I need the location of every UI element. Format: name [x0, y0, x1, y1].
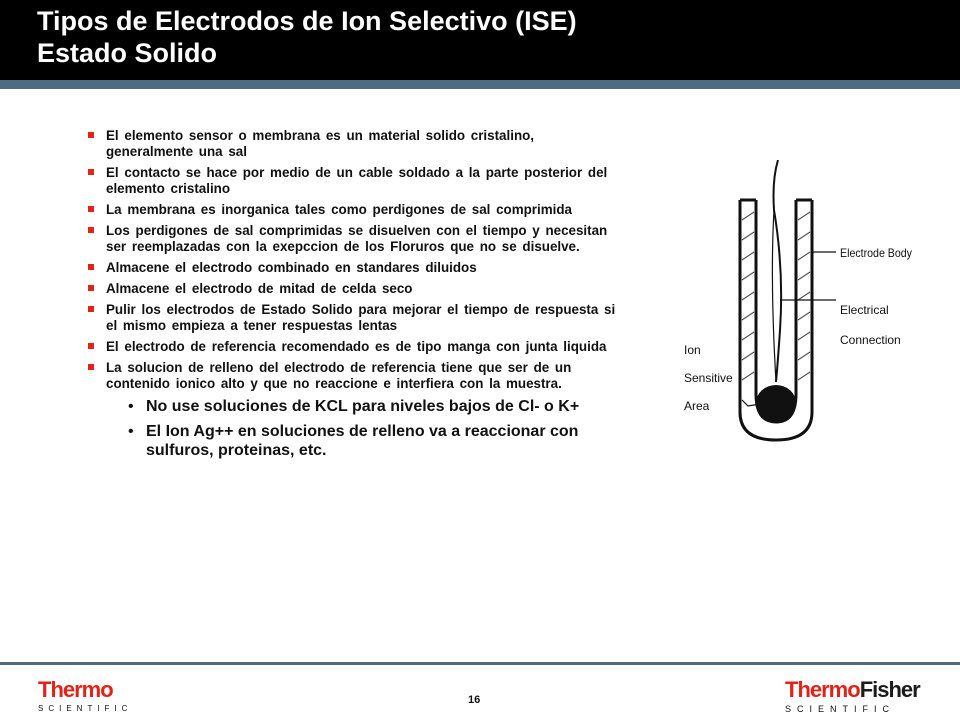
sub-bullet-text: El Ion Ag++ en soluciones de relleno va a reaccionar con sulfuros, proteinas, etc. [146, 423, 579, 459]
bullet-item [88, 223, 623, 255]
square-bullet-icon [88, 169, 94, 175]
logo-left-brand: Thermo [38, 677, 113, 702]
bullet-item [88, 281, 623, 297]
label-electrode-body: Electrode Body [840, 246, 912, 260]
bullet-item [88, 165, 623, 197]
logo-left-sub: SCIENTIFIC [38, 704, 133, 713]
round-bullet-icon: • [128, 398, 134, 415]
sensing-crystal [756, 385, 796, 421]
bullet-item [88, 339, 623, 355]
square-bullet-icon [88, 206, 94, 212]
sub-bullet-list [88, 397, 623, 460]
square-bullet-icon [88, 343, 94, 349]
bullet-text: Almacene el electrodo combinado en standares diluidos [106, 260, 477, 275]
square-bullet-icon [88, 285, 94, 291]
bullet-text: El electrodo de referencia recomendado es de tipo manga con junta liquida [106, 339, 607, 354]
title-line-2: Estado Solido [37, 38, 218, 68]
connection-wire-inner [772, 210, 776, 382]
slide-header [0, 0, 960, 80]
bullet-text: El elemento sensor o membrana es un material solido cristalino, generalmente una sal [106, 128, 535, 159]
bullet-text: Almacene el electrodo de mitad de celda seco [106, 281, 413, 296]
bullet-list [88, 128, 623, 392]
bullet-text: La solucion de relleno del electrodo de referencia tiene que ser de un contenido ionico alto y que no reaccione e interfiera con la muestra. [106, 360, 572, 391]
bullet-item [88, 202, 623, 218]
square-bullet-icon [88, 227, 94, 233]
sub-bullet-item [126, 397, 623, 416]
square-bullet-icon [88, 264, 94, 270]
label-electrical: Electrical [840, 303, 889, 317]
label-connection: Connection [840, 333, 901, 347]
label-ion: Ion [684, 343, 701, 357]
page-number: 16 [468, 694, 481, 706]
thermo-fisher-scientific-logo [785, 677, 935, 714]
label-area: Area [684, 399, 710, 413]
electrode-diagram [676, 160, 916, 450]
wall-hatching [742, 212, 810, 380]
square-bullet-icon [88, 132, 94, 138]
slide-title [37, 5, 577, 69]
slide-body [88, 128, 623, 466]
sub-bullet-item [126, 422, 623, 460]
bullet-text: Pulir los electrodos de Estado Solido para mejorar el tiempo de respuesta si el mismo empieza a tener respuestas lentas [106, 302, 616, 333]
round-bullet-icon: • [128, 423, 134, 440]
thermo-scientific-logo [38, 679, 148, 711]
bullet-item [88, 302, 623, 334]
bullet-item [88, 360, 623, 392]
title-line-1: Tipos de Electrodos de Ion Selectivo (ISE) [37, 6, 577, 36]
bullet-text: La membrana es inorganica tales como perdigones de sal comprimida [106, 202, 572, 217]
sub-bullet-text: No use soluciones de KCL para niveles bajos de Cl- o K+ [146, 398, 580, 415]
bullet-text: Los perdigones de sal comprimidas se disuelven con el tiempo y necesitan ser reemplazadas con la exepccion de los Floruros que no se disuelve. [106, 223, 608, 254]
label-sensitive: Sensitive [684, 371, 733, 385]
footer-divider [0, 662, 960, 665]
header-divider [0, 80, 960, 89]
bullet-text: El contacto se hace por medio de un cable soldado a la parte posterior del elemento cristalino [106, 165, 608, 196]
logo-right-brand-b: Fisher [859, 677, 920, 702]
bullet-item [88, 260, 623, 276]
square-bullet-icon [88, 306, 94, 312]
bullet-item [88, 128, 623, 160]
square-bullet-icon [88, 364, 94, 370]
logo-right-brand-a: Thermo [785, 677, 860, 702]
logo-right-sub: SCIENTIFIC [785, 704, 896, 714]
logo-right-brand [785, 679, 935, 701]
